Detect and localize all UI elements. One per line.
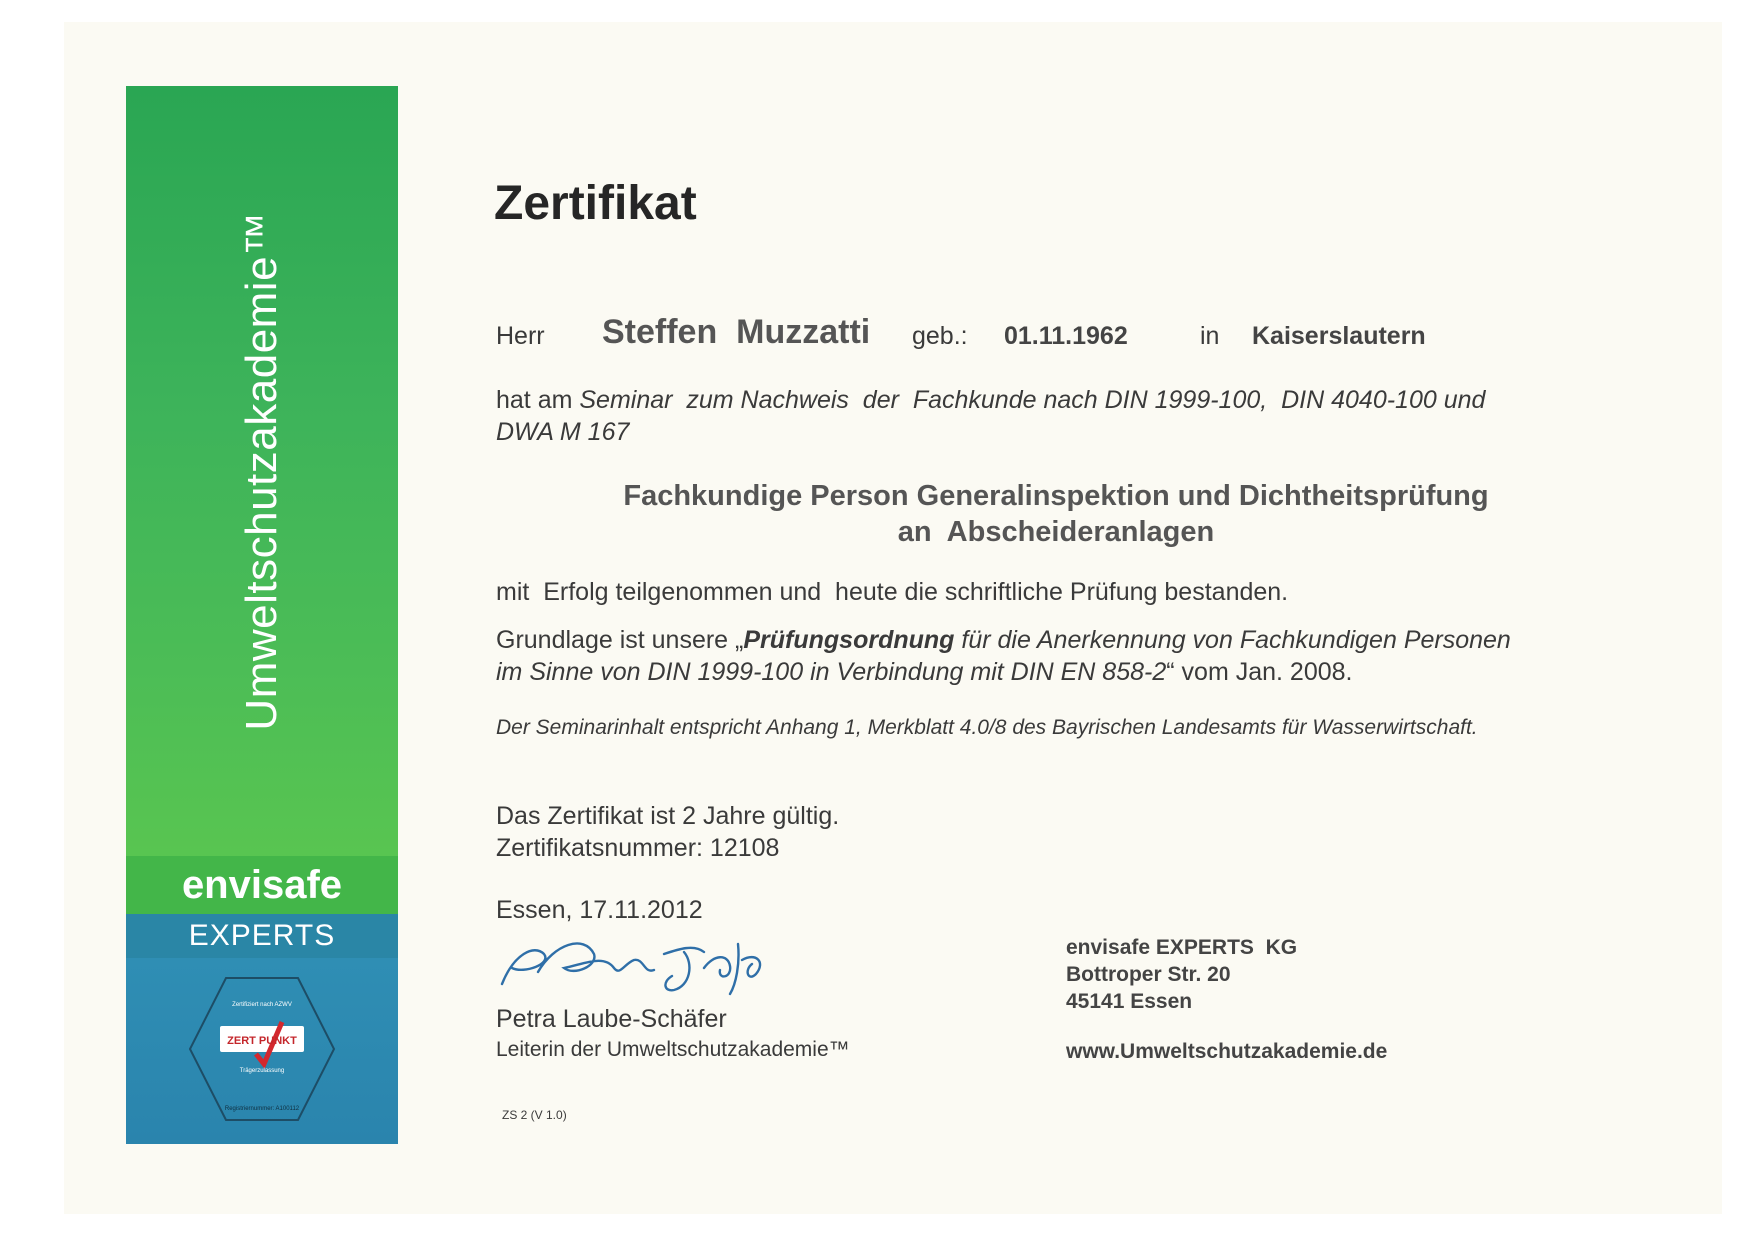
birthplace: Kaiserslautern <box>1252 322 1426 350</box>
signer-name: Petra Laube-Schäfer <box>496 1005 727 1033</box>
basis-line-2 <box>496 658 1352 687</box>
certificate-number: Zertifikatsnummer: 12108 <box>496 834 780 862</box>
recipient-name: Steffen Muzzatti <box>602 313 871 351</box>
company-website: www.Umweltschutzakademie.de <box>1066 1040 1388 1063</box>
born-date: 01.11.1962 <box>1004 322 1128 350</box>
place-date: Essen, 17.11.2012 <box>496 896 703 924</box>
page-title: Zertifikat <box>494 177 697 230</box>
course-line-1: Fachkundige Person Generalinspektion und Dichtheitsprüfung <box>623 480 1489 512</box>
seal-logo-text: ZERT PUNKT <box>227 1035 297 1047</box>
seminar-note: Der Seminarinhalt entspricht Anhang 1, Merkblatt 4.0/8 des Bayrischen Landesamts für Wasserwirtschaft. <box>496 716 1478 739</box>
intro-line-1 <box>496 386 1485 415</box>
born-label: geb.: <box>912 322 968 350</box>
intro-line-2: DWA M 167 <box>496 418 630 446</box>
seal-sub-text: Trägerzulassung <box>239 1068 285 1074</box>
brand-subline: EXPERTS <box>126 914 398 958</box>
course-line-2: an Abscheideranlagen <box>897 516 1215 548</box>
vertical-title-text: Umweltschutzakademie™ <box>237 211 286 731</box>
basis-line2-tail: “ vom Jan. 2008. <box>1166 658 1353 686</box>
seal-top-text: Zertifiziert nach AZWV <box>232 1002 292 1008</box>
intro-prefix: hat am <box>496 386 580 414</box>
course-title <box>496 478 1616 550</box>
basis-line-1 <box>496 626 1511 655</box>
basis-bold: Prüfungsordnung <box>743 626 955 654</box>
brand-name: envisafe <box>126 856 398 914</box>
company-city: 45141 Essen <box>1066 990 1193 1013</box>
seal-register-text: Registriernummer: A100112 <box>224 1106 300 1112</box>
form-code: ZS 2 (V 1.0) <box>502 1108 567 1122</box>
intro-italic: Seminar zum Nachweis der Fachkunde nach DIN 1999-100, DIN 4040-100 und <box>579 386 1486 414</box>
validity-text: Das Zertifikat ist 2 Jahre gültig. <box>496 802 840 830</box>
salutation: Herr <box>496 322 545 350</box>
signer-role: Leiterin der Umweltschutzakademie™ <box>496 1038 850 1061</box>
basis-line2-italic: im Sinne von DIN 1999-100 in Verbindung mit DIN EN 858-2 <box>496 658 1167 686</box>
signature-icon <box>494 924 804 1004</box>
in-label: in <box>1200 322 1220 350</box>
basis-rest: für die Anerkennung von Fachkundigen Personen <box>954 626 1511 654</box>
basis-prefix: Grundlage ist unsere „ <box>496 626 744 654</box>
company-address <box>1066 934 1297 1015</box>
company-street: Bottroper Str. 20 <box>1066 963 1231 986</box>
passed-statement: mit Erfolg teilgenommen und heute die schriftliche Prüfung bestanden. <box>496 578 1289 606</box>
company-name: envisafe EXPERTS KG <box>1066 936 1298 959</box>
